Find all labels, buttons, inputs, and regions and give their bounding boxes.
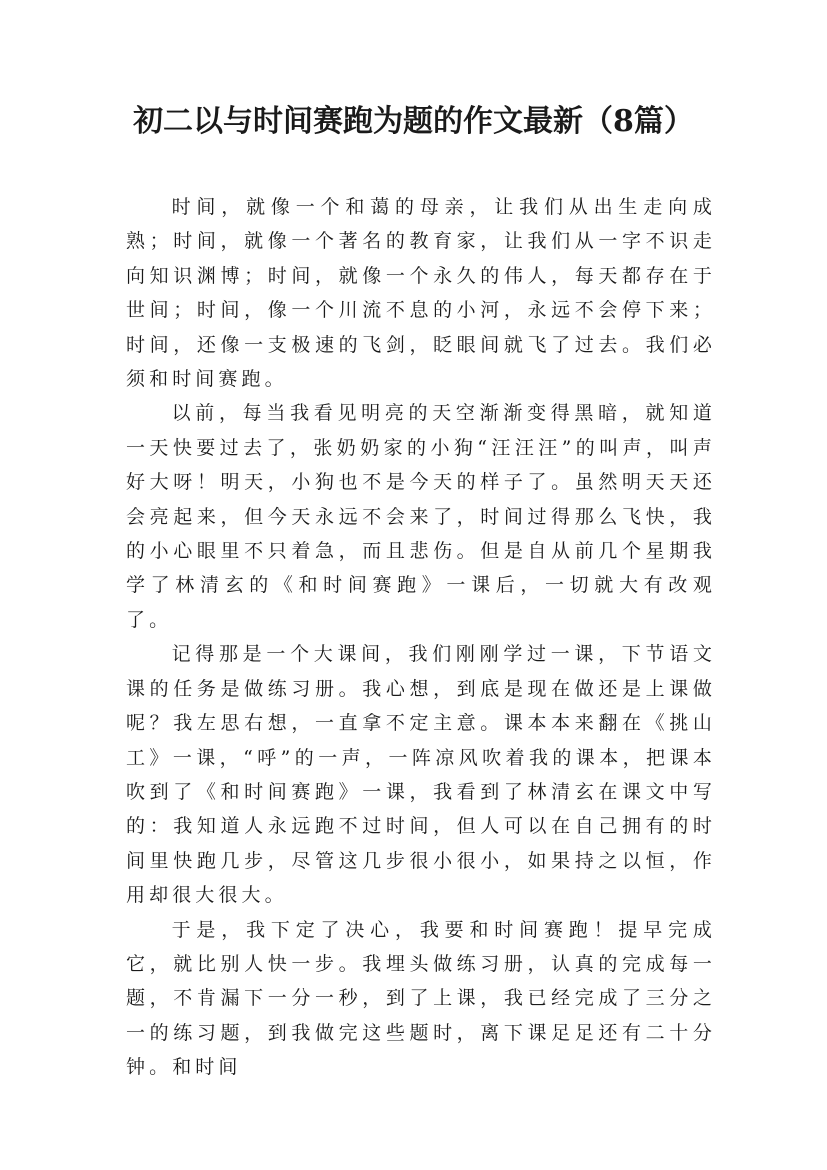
- paragraph-4: 于是，我下定了决心，我要和时间赛跑！提早完成它，就比别人快一步。我埋头做练习册，认真的完成每一题，不肯漏下一分一秒，到了上课，我已经完成了三分之一的练习题，到我做完这些题时，离下课足足还有二十分钟。和时间: [126, 918, 716, 1079]
- paragraph-1: 时间，就像一个和蔼的母亲，让我们从出生走向成熟；时间，就像一个著名的教育家，让我们从一字不识走向知识渊博；时间，就像一个永久的伟人，每天都存在于世间；时间，像一个川流不息的小河，永远不会停下来；时间，还像一支极速的飞剑，眨眼间就飞了过去。我们必须和时间赛跑。: [126, 196, 716, 391]
- document-title: 初二以与时间赛跑为题的作文最新（8篇）: [133, 104, 694, 139]
- paragraph-3: 记得那是一个大课间，我们刚刚学过一课，下节语文课的任务是做练习册。我心想，到底是现在做还是上课做呢？我左思右想，一直拿不定主意。课本本来翻在《挑山工》一课，“呼”的一声，一阵凉风吹着我的课本，把课本吹到了《和时间赛跑》一课，我看到了林清玄在课文中写的：我知道人永远跑不过时间，但人可以在自己拥有的时间里快跑几步，尽管这几步很小很小，如果持之以恒，作用却很大很大。: [126, 643, 716, 907]
- document-body: [126, 190, 716, 1085]
- paragraph-2: 以前，每当我看见明亮的天空渐渐变得黑暗，就知道一天快要过去了，张奶奶家的小狗“汪汪汪”的叫声，叫声好大呀！明天，小狗也不是今天的样子了。虽然明天天还会亮起来，但今天永远不会来了，时间过得那么飞快，我的小心眼里不只着急，而且悲伤。但是自从前几个星期我学了林清玄的《和时间赛跑》一课后，一切就大有改观了。: [126, 402, 716, 631]
